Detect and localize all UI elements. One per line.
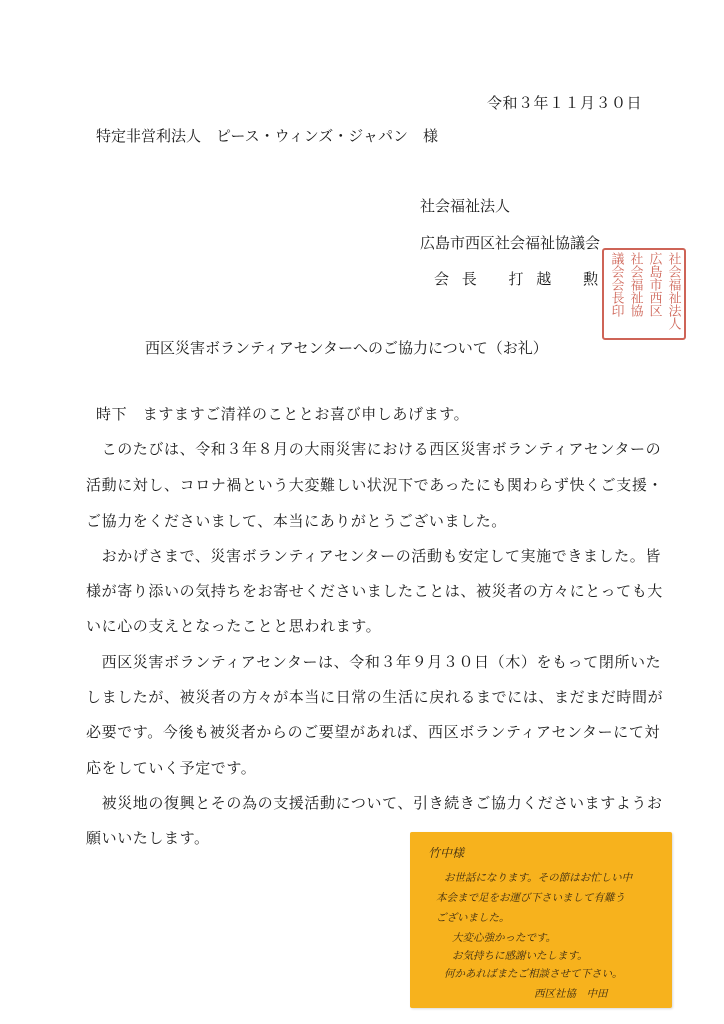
sender-org-name: 広島市西区社会福祉協議会 <box>420 234 601 252</box>
body-line: このたびは、令和３年８月の大雨災害における西区災害ボランティアセンターの <box>86 440 662 458</box>
body-line: 西区災害ボランティアセンターは、令和３年９月３０日（木）をもって閉所いた <box>86 653 662 671</box>
sender-representative: 会 長 打 越 勲 <box>434 270 603 288</box>
body-line: 必要です。今後も被災者からのご要望があれば、西区ボランティアセンターにて対 <box>86 723 661 741</box>
body-line: 様が寄り添いの気持ちをお寄せくださいましたことは、被災者の方々にとっても大 <box>86 582 663 600</box>
sender-org-type: 社会福祉法人 <box>420 197 511 215</box>
body-line: おかげさまで、災害ボランティアセンターの活動も安定して実施できました。皆 <box>86 547 661 565</box>
seal-text: 社会福祉協 <box>627 252 643 317</box>
official-seal-stamp <box>602 248 686 340</box>
body-line: 活動に対し、コロナ禍という大変難しい状況下であったにも関わらず快くご支援・ <box>86 476 664 494</box>
body-line: ご協力をくださいまして、本当にありがとうございました。 <box>86 512 507 530</box>
letter-date: 令和３年１１月３０日 <box>487 94 643 112</box>
addressee: 特定非営利法人 ピース・ウィンズ・ジャパン 様 <box>96 127 439 145</box>
note-line: 大変心強かったです。 <box>452 932 557 944</box>
seal-text: 議会会長印 <box>608 252 624 317</box>
note-line: お世話になります。その節はお忙しい中 <box>444 872 633 884</box>
body-line: しましたが、被災者の方々が本当に日常の生活に戻れるまでには、まだまだ時間が <box>86 688 664 706</box>
letter-subject: 西区災害ボランティアセンターへのご協力について（お礼） <box>145 339 548 357</box>
seal-text: 広島市西区 <box>646 252 662 317</box>
body-line: 願いいたします。 <box>86 829 210 847</box>
body-line: 被災地の復興とその為の支援活動について、引き続きご協力くださいますようお <box>86 794 663 812</box>
body-line: いに心の支えとなったことと思われます。 <box>86 617 382 635</box>
note-greeting: 竹中様 <box>428 846 465 860</box>
sticky-note <box>410 832 672 1008</box>
note-line: 本会まで足をお運び下さいまして有難う <box>436 892 625 904</box>
body-line: 時下 ますますご清祥のこととお喜び申しあげます。 <box>96 405 470 423</box>
note-line: お気持ちに感謝いたします。 <box>452 950 588 962</box>
seal-text: 社会福祉法人 <box>665 252 681 330</box>
note-line: 何かあればまたご相談させて下さい。 <box>444 968 623 980</box>
note-signature: 西区社協 中田 <box>534 988 608 1000</box>
body-line: 応をしていく予定です。 <box>86 759 257 777</box>
note-line: ございました。 <box>436 912 510 924</box>
